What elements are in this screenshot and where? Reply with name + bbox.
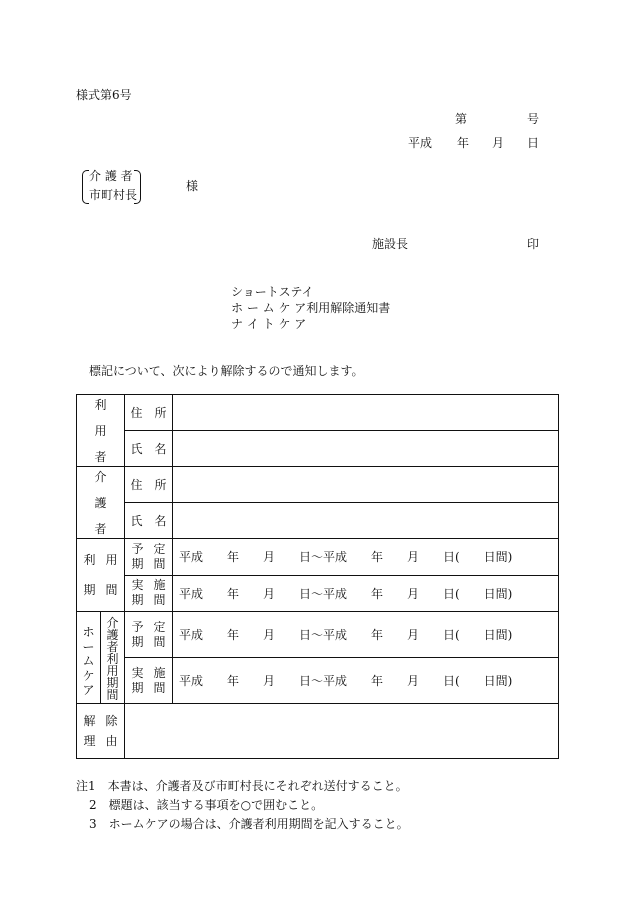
note-2: 2 標題は、該当する事項を○で囲むこと。 bbox=[89, 798, 324, 812]
cancellation-reason-field[interactable] bbox=[125, 704, 559, 759]
user-char-1: 利 bbox=[94, 398, 107, 412]
caregiver-header bbox=[77, 467, 125, 539]
date-era: 平成 bbox=[408, 136, 433, 150]
recipient-mayor: 市町村長 bbox=[89, 188, 138, 202]
user-address-label: 住 所 bbox=[125, 395, 173, 431]
caregiver-usage-period-header: 介 護 者 利 用 期 間 bbox=[101, 612, 125, 704]
caregiver-char-1: 介 bbox=[94, 470, 107, 484]
user-header bbox=[77, 395, 125, 467]
homecare-actual-label: 実 施 期 間 bbox=[125, 658, 173, 704]
sender-label: 施設長 bbox=[372, 237, 409, 251]
date-day: 日 bbox=[527, 136, 540, 150]
usage-planned-dates[interactable]: 平成 年 月 日～平成 年 月 日( 日間) bbox=[173, 539, 559, 576]
caregiver-char-2: 護 bbox=[94, 496, 107, 510]
usage-actual-dates[interactable]: 平成 年 月 日～平成 年 月 日( 日間) bbox=[173, 575, 559, 612]
user-char-2: 用 bbox=[94, 424, 107, 438]
usage-actual-label: 実 施 期 間 bbox=[125, 575, 173, 612]
user-char-3: 者 bbox=[94, 450, 107, 464]
seal-mark: 印 bbox=[527, 237, 540, 251]
note-3: 3 ホームケアの場合は、介護者利用期間を記入すること。 bbox=[89, 817, 409, 831]
recipient-bracket-left bbox=[82, 170, 89, 204]
caregiver-name-field[interactable] bbox=[173, 503, 559, 539]
date-month: 月 bbox=[492, 136, 505, 150]
form-number: 様式第6号 bbox=[76, 88, 132, 102]
caregiver-name-label: 氏 名 bbox=[125, 503, 173, 539]
intro-text: 標記について、次により解除するので通知します。 bbox=[89, 364, 364, 378]
user-name-label: 氏 名 bbox=[125, 431, 173, 467]
homecare-planned-dates[interactable]: 平成 年 月 日～平成 年 月 日( 日間) bbox=[173, 612, 559, 658]
usage-planned-label: 予 定 期 間 bbox=[125, 539, 173, 576]
doc-no-prefix: 第 bbox=[455, 112, 468, 126]
homecare-actual-dates[interactable]: 平成 年 月 日～平成 年 月 日( 日間) bbox=[173, 658, 559, 704]
date-year: 年 bbox=[457, 136, 470, 150]
user-name-field[interactable] bbox=[173, 431, 559, 467]
title-line2: ホ ー ム ケ ア利用解除通知書 bbox=[231, 301, 391, 315]
recipient-honorific: 様 bbox=[186, 179, 199, 193]
caregiver-address-field[interactable] bbox=[173, 467, 559, 503]
homecare-planned-label: 予 定 期 間 bbox=[125, 612, 173, 658]
cancellation-reason-header: 解 除 理 由 bbox=[77, 704, 125, 759]
usage-period-header: 利 用 期 間 bbox=[77, 539, 125, 612]
recipient-caregiver: 介 護 者 bbox=[89, 169, 133, 183]
caregiver-address-label: 住 所 bbox=[125, 467, 173, 503]
title-line3: ナ イ ト ケ ア bbox=[231, 317, 307, 331]
user-address-field[interactable] bbox=[173, 395, 559, 431]
cancellation-table bbox=[76, 394, 559, 759]
caregiver-char-3: 者 bbox=[94, 522, 107, 536]
title-line1: ショートステイ bbox=[231, 285, 314, 299]
homecare-header: ホ ー ム ケ ア bbox=[77, 612, 101, 704]
doc-no-suffix: 号 bbox=[527, 112, 540, 126]
note-1: 注1 本書は、介護者及び市町村長にそれぞれ送付すること。 bbox=[76, 779, 408, 793]
